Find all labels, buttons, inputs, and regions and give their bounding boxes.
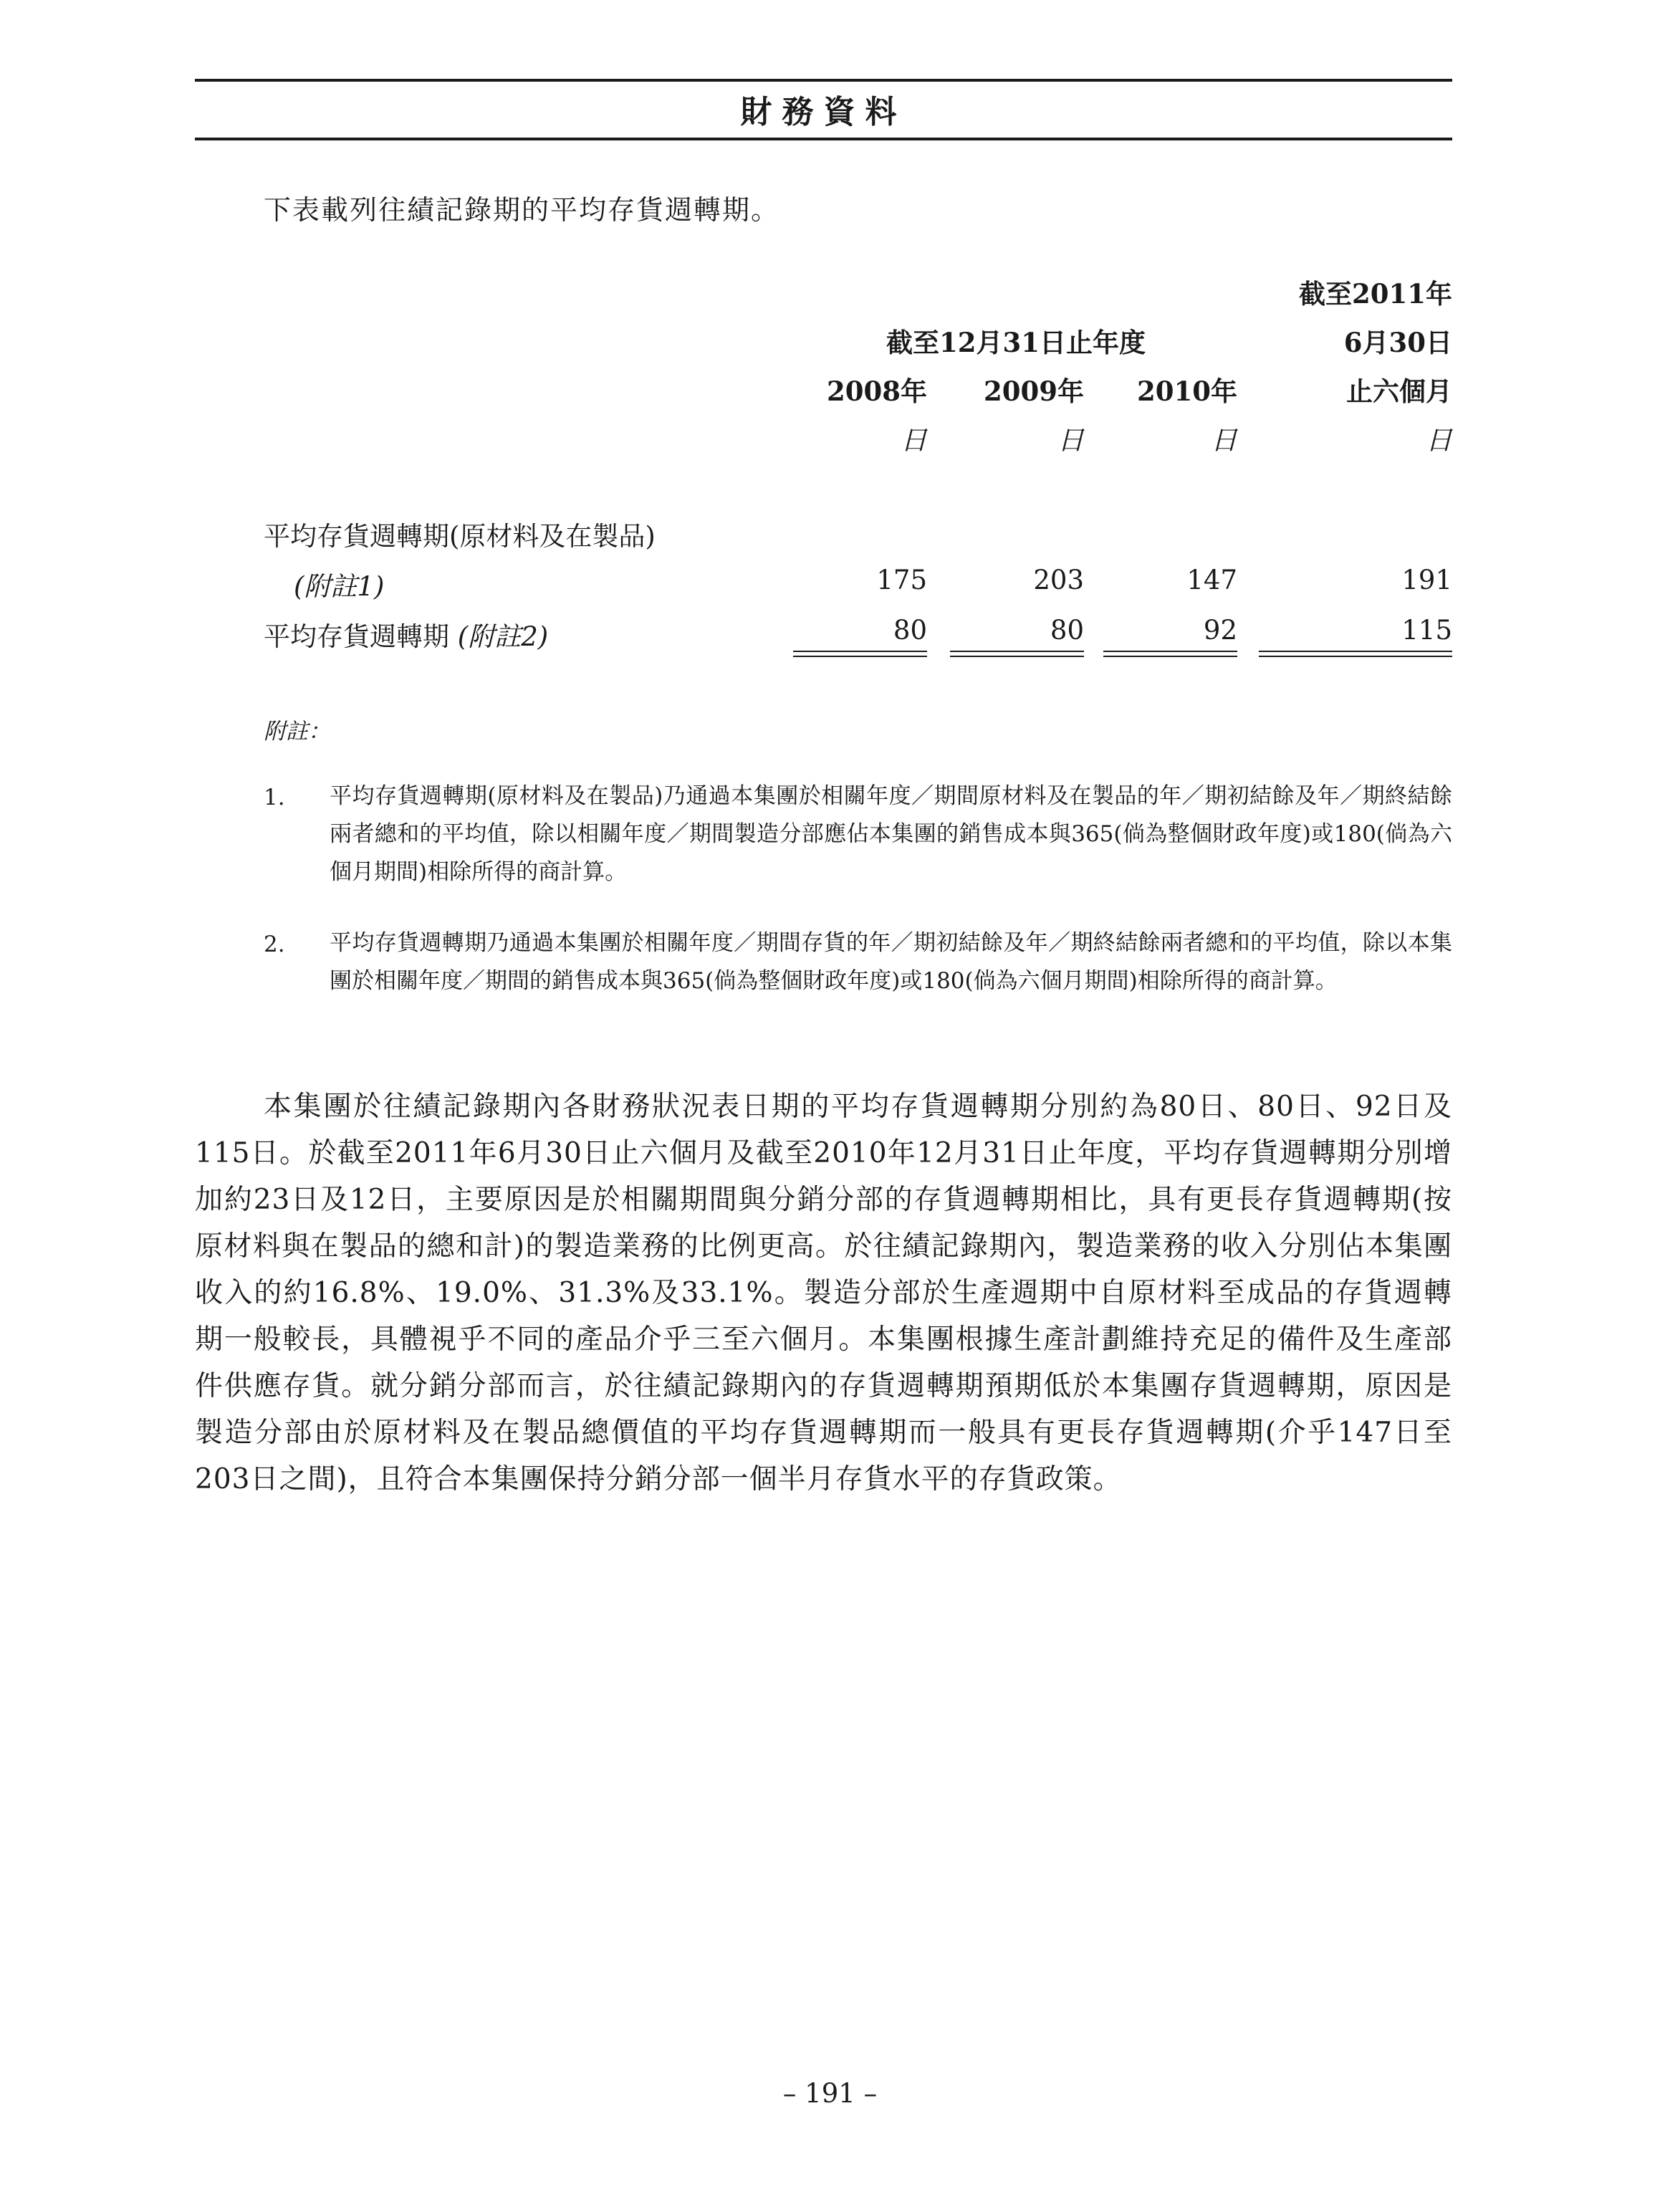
row2-label	[264, 615, 548, 653]
note-2-text: 平均存貨週轉期乃通過本集團於相關年度／期間存貨的年／期初結餘及年／期終結餘兩者總和的平均值，除以本集團於相關年度／期間的銷售成本與365(倘為整個財政年度)或180(倘為六個月期間)相除所得的商計算。	[330, 930, 1452, 994]
row2-value-2008: 80	[893, 615, 927, 646]
double-underline-2010-lower	[1103, 656, 1237, 657]
unit-2008: 日	[901, 425, 927, 456]
unit-six-months: 日	[1426, 425, 1452, 456]
intro-text: 下表載列往績記錄期的平均存貨週轉期。	[264, 194, 780, 226]
row2-label-text: 平均存貨週轉期	[264, 621, 449, 652]
col-header-six-months: 止六個月	[1346, 375, 1452, 407]
note-2-number: 2.	[264, 932, 285, 957]
row1-value-2010: 147	[1186, 565, 1237, 595]
header-bottom-rule	[195, 138, 1452, 140]
page-number: – 191 –	[782, 2078, 878, 2109]
col-header-2008: 2008年	[827, 375, 927, 407]
row1-note-ref: (附註1)	[294, 571, 385, 602]
period-header-line1: 截至2011年	[1299, 278, 1452, 310]
double-underline-2010	[1103, 651, 1237, 652]
row2-value-2009: 80	[1050, 615, 1084, 646]
col-header-2010: 2010年	[1137, 375, 1237, 407]
note-1-number: 1.	[264, 785, 285, 810]
double-underline-six-months-lower	[1259, 656, 1452, 657]
row1-label: 平均存貨週轉期(原材料及在製品)	[264, 521, 656, 552]
unit-2009: 日	[1057, 425, 1084, 456]
row1-value-six-months: 191	[1401, 565, 1452, 595]
notes-title: 附註：	[264, 719, 330, 744]
row2-value-six-months: 115	[1401, 615, 1452, 646]
page-title: 財務資料	[740, 94, 907, 130]
row1-value-2008: 175	[876, 565, 927, 595]
double-underline-six-months	[1259, 651, 1452, 652]
row2-value-2010: 92	[1203, 615, 1237, 646]
double-underline-2008-lower	[793, 656, 927, 657]
row2-note-ref: (附註2)	[457, 621, 549, 652]
col-header-2009: 2009年	[984, 375, 1084, 407]
note-1-text: 平均存貨週轉期(原材料及在製品)乃通過本集團於相關年度／期間原材料及在製品的年／期初結餘及年／期終結餘兩者總和的平均值，除以相關年度／期間製造分部應佔本集團的銷售成本與365(倘為整個財政年度)或180(倘為六個月期間)相除所得的商計算。	[330, 783, 1452, 885]
double-underline-2009-lower	[950, 656, 1084, 657]
body-paragraph: 本集團於往績記錄期內各財務狀況表日期的平均存貨週轉期分別約為80日、80日、92日及115日。於截至2011年6月30日止六個月及截至2010年12月31日止年度，平均存貨週轉期分別增加約23日及12日，主要原因是於相關期間與分銷分部的存貨週轉期相比，具有更長存貨週轉期(按原材料與在製品的總和計)的製造業務的比例更高。於往績記錄期內，製造業務的收入分別佔本集團收入的約16.8%、19.0%、31.3%及33.1%。製造分部於生產週期中自原材料至成品的存貨週轉期一般較長，具體視乎不同的產品介乎三至六個月。本集團根據生產計劃維持充足的備件及生產部件供應存貨。就分銷分部而言，於往績記錄期內的存貨週轉期預期低於本集團存貨週轉期，原因是製造分部由於原材料及在製品總價值的平均存貨週轉期而一般具有更長存貨週轉期(介乎147日至203日之間)，且符合本集團保持分銷分部一個半月存貨水平的存貨政策。	[195, 1091, 1452, 1495]
year-group-header: 截至12月31日止年度	[886, 327, 1146, 358]
unit-2010: 日	[1211, 425, 1237, 456]
period-header-line2: 6月30日	[1343, 327, 1452, 358]
row1-value-2009: 203	[1033, 565, 1084, 595]
header-top-rule	[195, 79, 1452, 82]
double-underline-2008	[793, 651, 927, 652]
double-underline-2009	[950, 651, 1084, 652]
